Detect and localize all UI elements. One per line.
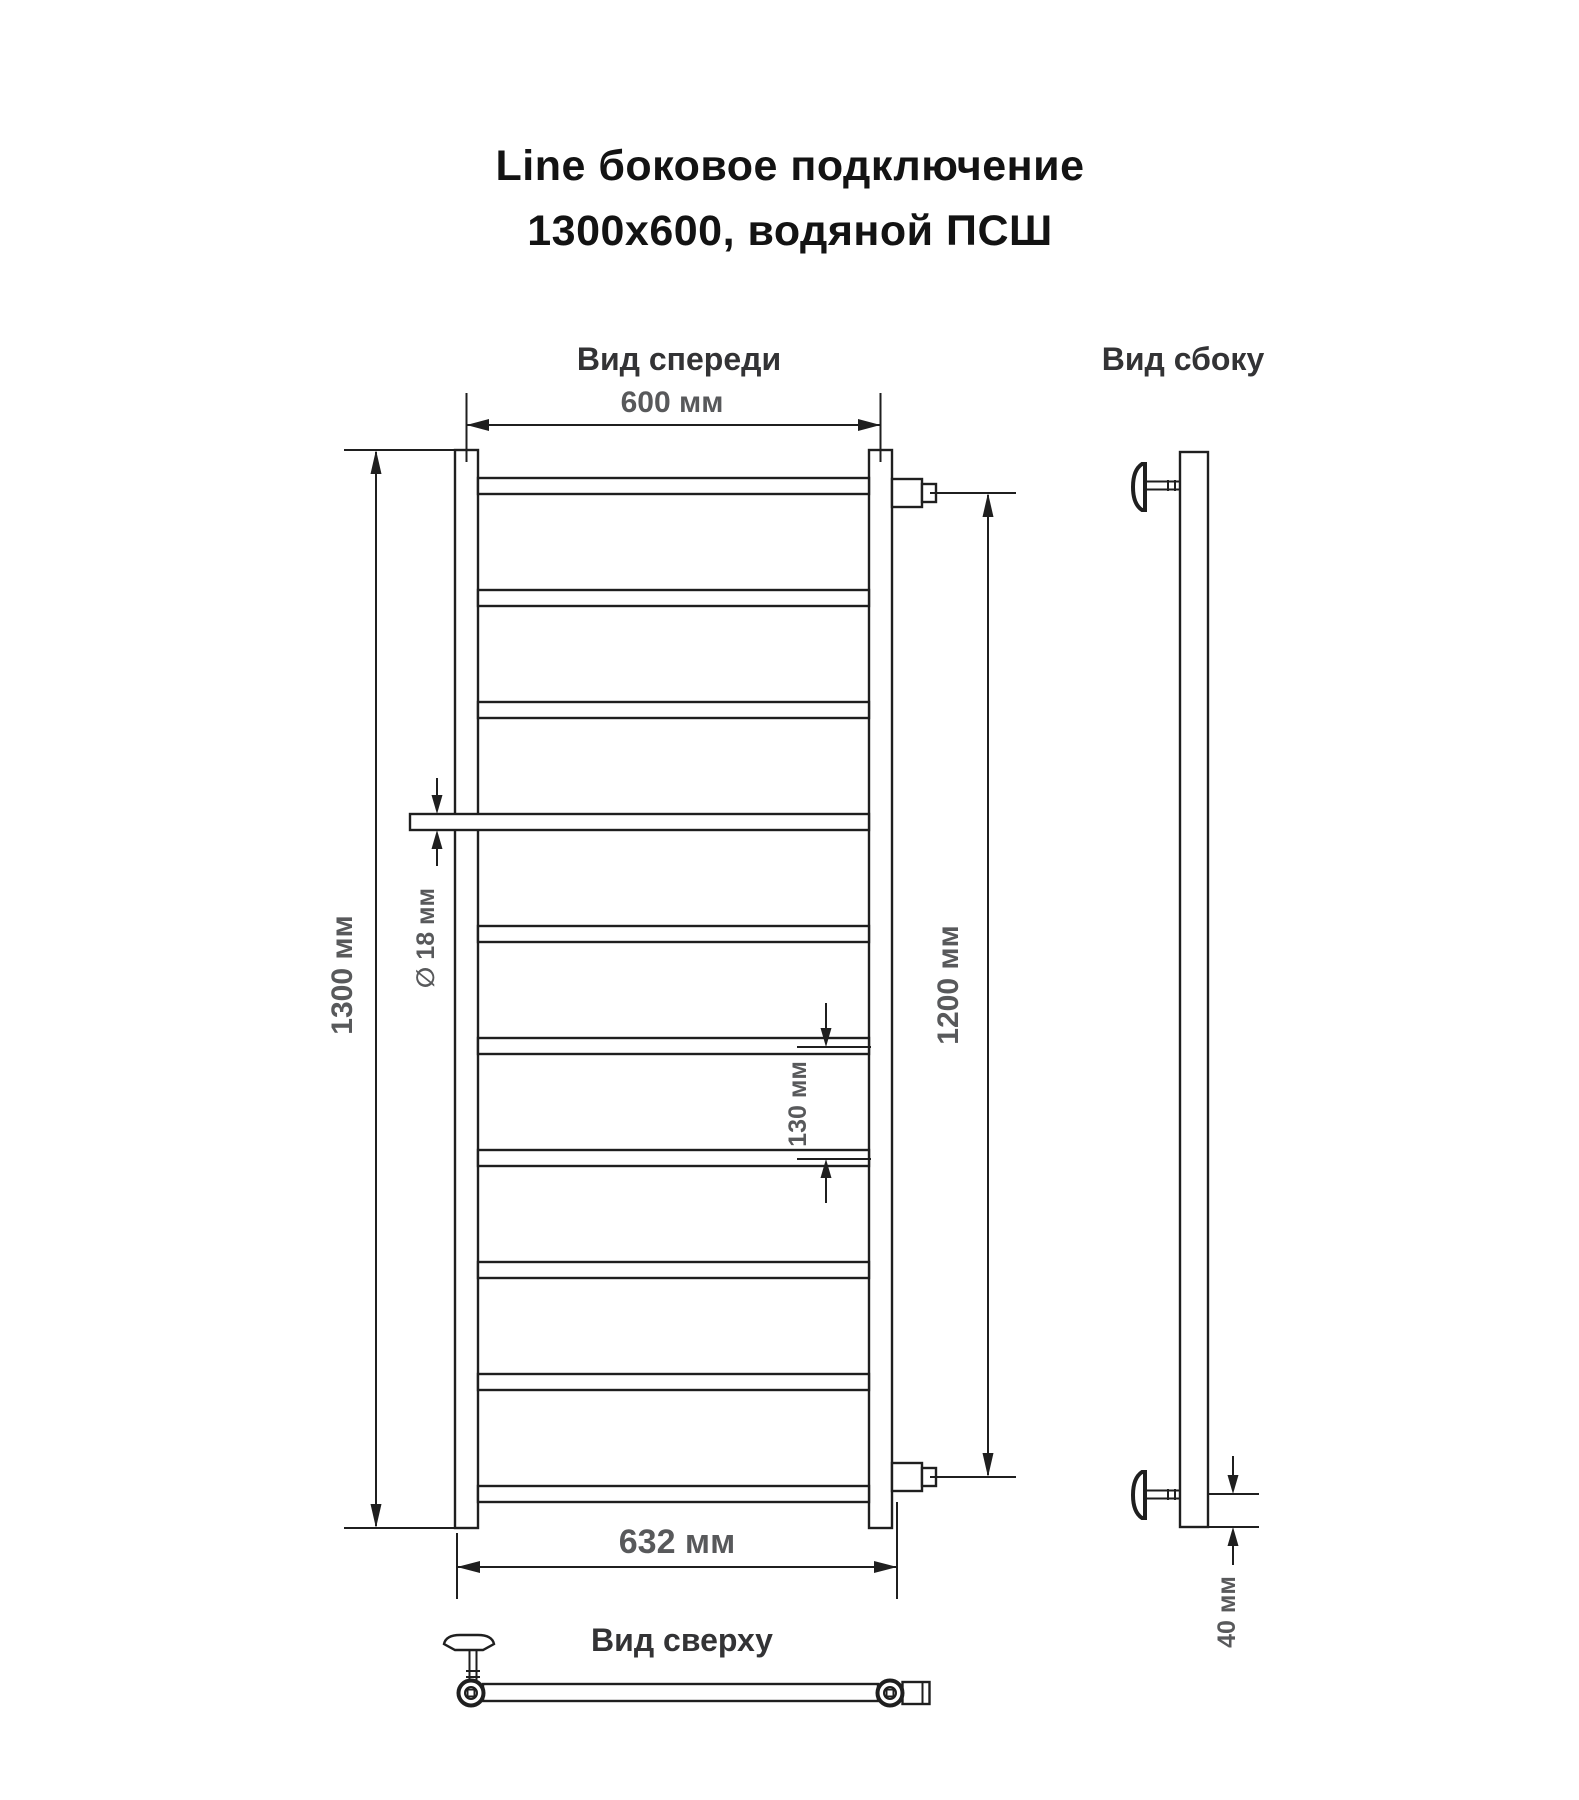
drawing-title-line1: Line боковое подключение	[495, 142, 1085, 190]
tube-rung	[478, 702, 869, 718]
wall-plate	[444, 1635, 494, 1650]
side-bottom-bracket	[1133, 1472, 1180, 1518]
tube-spacing-value: 130 мм	[784, 1061, 812, 1147]
left-fitting	[459, 1681, 484, 1706]
side-view	[1133, 452, 1208, 1527]
overall-height-value: 1300 мм	[326, 915, 359, 1035]
bottom-connection-stub	[892, 1463, 936, 1491]
top-connection-stub	[892, 479, 936, 507]
connection-height-value: 1200 мм	[932, 925, 965, 1045]
dimension-top-width	[467, 386, 881, 462]
tube-rung	[478, 478, 869, 494]
front-left-post	[455, 450, 478, 1528]
tube-rung	[478, 1486, 869, 1502]
tube-rung	[478, 1262, 869, 1278]
side-profile-bar	[1180, 452, 1208, 1527]
top-width-value: 600 мм	[620, 386, 724, 419]
dimension-bottom-width	[457, 1502, 897, 1599]
side-top-bracket	[1133, 464, 1180, 510]
tube-rung	[478, 590, 869, 606]
dimension-tube-diameter	[412, 778, 443, 988]
right-fitting	[878, 1681, 930, 1706]
tube-rung	[478, 1374, 869, 1390]
side-view-label: Вид сбоку	[1101, 341, 1265, 377]
front-view	[410, 450, 936, 1528]
dimension-tube-spacing	[784, 1003, 871, 1203]
tube-rung-measured	[410, 814, 869, 830]
connection-cap	[903, 1682, 930, 1704]
front-view-label: Вид спереди	[576, 341, 782, 377]
stub-pipe	[892, 1463, 922, 1491]
wall-plate	[1133, 1472, 1145, 1518]
top-view-tube	[483, 1684, 878, 1701]
dimension-connection-height	[930, 493, 1016, 1477]
wall-plate	[1133, 464, 1145, 510]
bracket-stem	[466, 1650, 480, 1682]
tube-diameter-value: ∅ 18 мм	[412, 887, 440, 989]
front-right-post	[869, 450, 892, 1528]
dimension-wall-offset	[1209, 1456, 1259, 1648]
drawing-title-line2: 1300х600, водяной ПСШ	[527, 207, 1053, 255]
tube-rung	[478, 926, 869, 942]
wall-offset-value: 40 мм	[1213, 1576, 1241, 1648]
bottom-width-value: 632 мм	[618, 1523, 736, 1561]
stub-pipe	[892, 479, 922, 507]
top-view-label: Вид сверху	[591, 1622, 773, 1658]
